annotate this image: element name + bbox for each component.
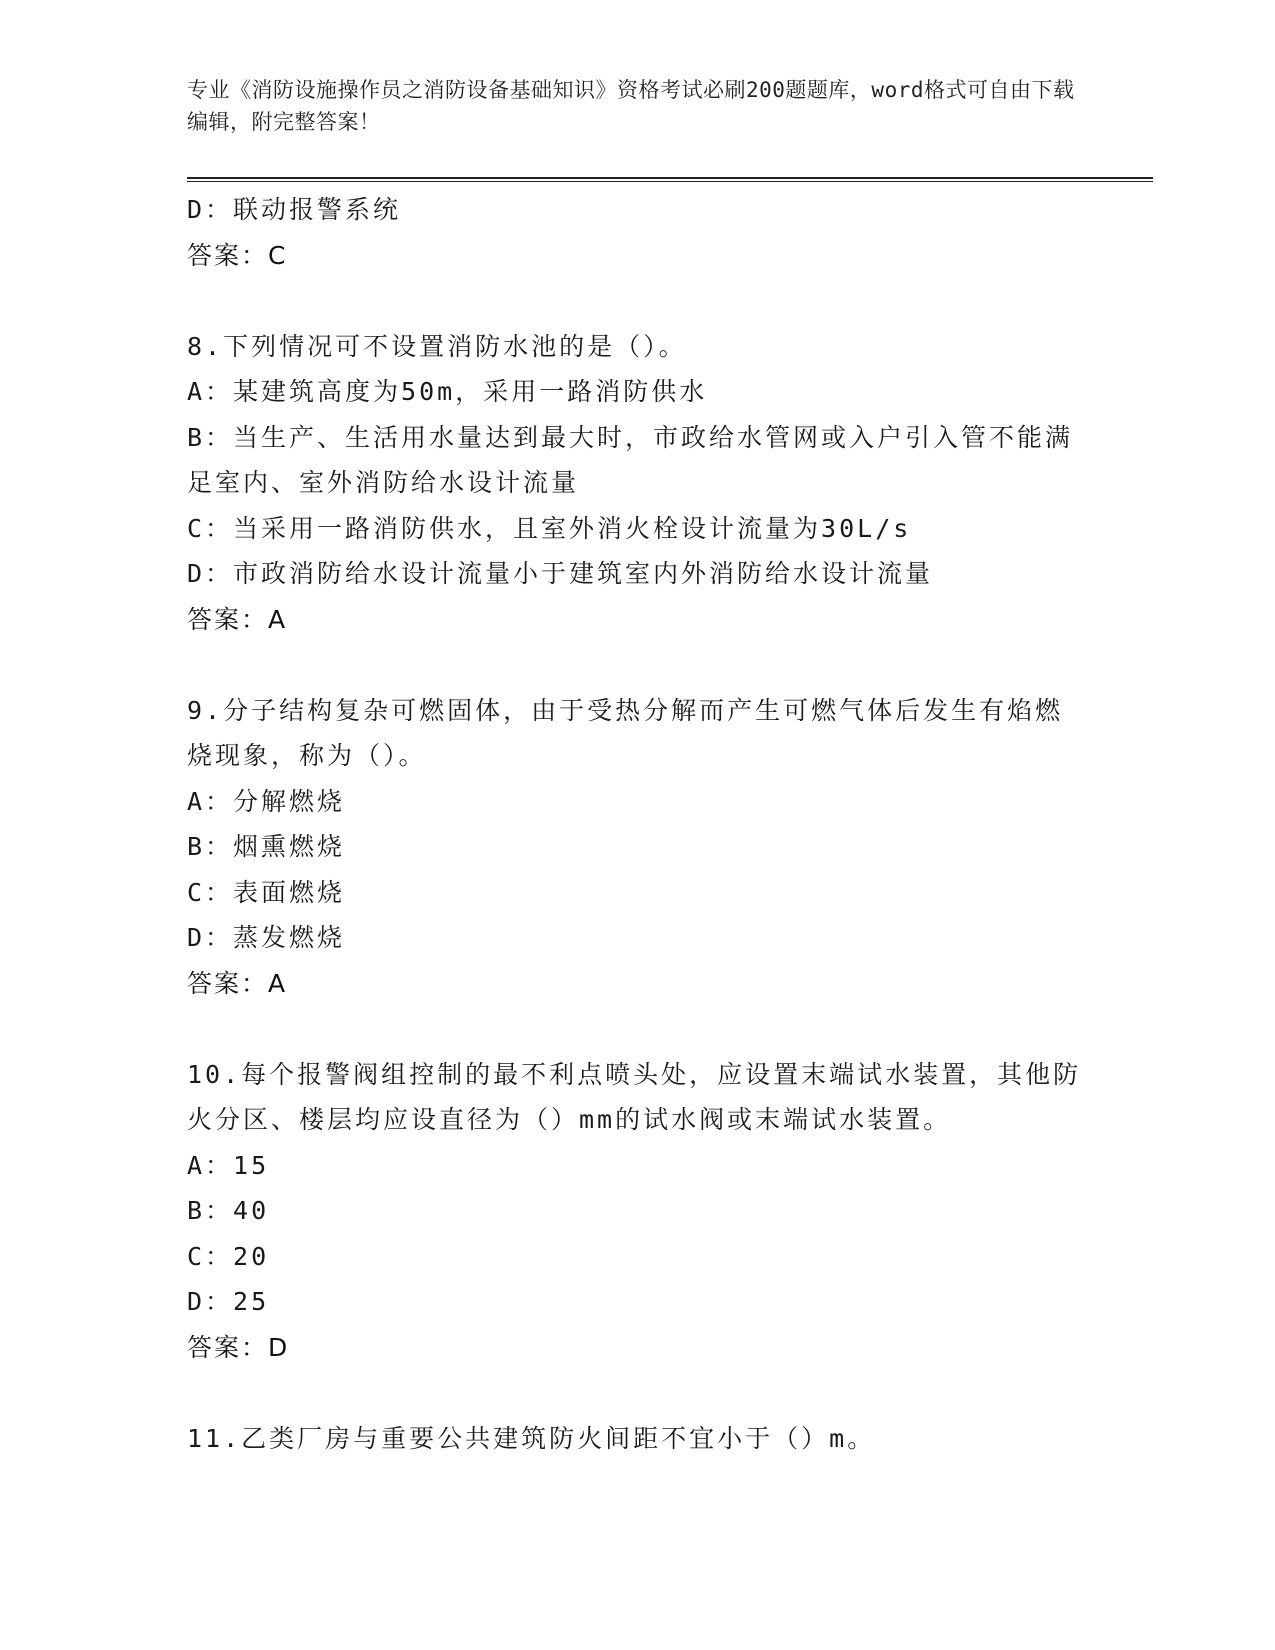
- spacer: [187, 642, 1087, 688]
- option-c: C：当采用一路消防供水，且室外消火栓设计流量为30L/s: [187, 513, 912, 543]
- answer: 答案：A: [187, 604, 288, 634]
- question-8: [187, 324, 1087, 643]
- question-stem: 10.每个报警阀组控制的最不利点喷头处，应设置末端试水装置，其他防火分区、楼层均应设直径为（）mm的试水阀或末端试水装置。: [187, 1059, 1082, 1134]
- option-d: D：25: [187, 1287, 270, 1316]
- option-c: C：表面燃烧: [187, 877, 346, 907]
- option-c: C：20: [187, 1241, 270, 1271]
- question-stem: 9.分子结构复杂可燃固体，由于受热分解而产生可燃气体后发生有焰燃烧现象，称为（）。: [187, 695, 1064, 770]
- header-divider: [187, 177, 1153, 182]
- question-stem: 11.乙类厂房与重要公共建筑防火间距不宜小于（）m。: [187, 1423, 876, 1453]
- question-11: [187, 1416, 1087, 1462]
- option-d: D：市政消防给水设计流量小于建筑室内外消防给水设计流量: [187, 559, 934, 588]
- spacer: [187, 1370, 1087, 1416]
- question-10: [187, 1052, 1087, 1371]
- question-stem: 8.下列情况可不设置消防水池的是（）。: [187, 331, 687, 361]
- question-content: [187, 187, 1087, 1461]
- option-b: B：烟熏燃烧: [187, 832, 346, 861]
- option-a: A：15: [187, 1150, 270, 1180]
- question-9: [187, 688, 1087, 1007]
- previous-option-d: D：联动报警系统: [187, 195, 402, 224]
- spacer: [187, 278, 1087, 324]
- answer: 答案：A: [187, 968, 288, 998]
- option-b: B：40: [187, 1196, 270, 1225]
- option-a: A：某建筑高度为50m，采用一路消防供水: [187, 377, 708, 406]
- option-b: B：当生产、生活用水量达到最大时，市政给水管网或入户引入管不能满足室内、室外消防给水设计流量: [187, 422, 1074, 497]
- answer: 答案：D: [187, 1332, 290, 1362]
- page-header-title: 专业《消防设施操作员之消防设备基础知识》资格考试必刷200题题库，word格式可自由下载编辑，附完整答案！: [187, 78, 1075, 134]
- previous-answer: 答案：C: [187, 240, 288, 270]
- spacer: [187, 1006, 1087, 1052]
- option-d: D：蒸发燃烧: [187, 923, 346, 952]
- option-a: A：分解燃烧: [187, 786, 346, 816]
